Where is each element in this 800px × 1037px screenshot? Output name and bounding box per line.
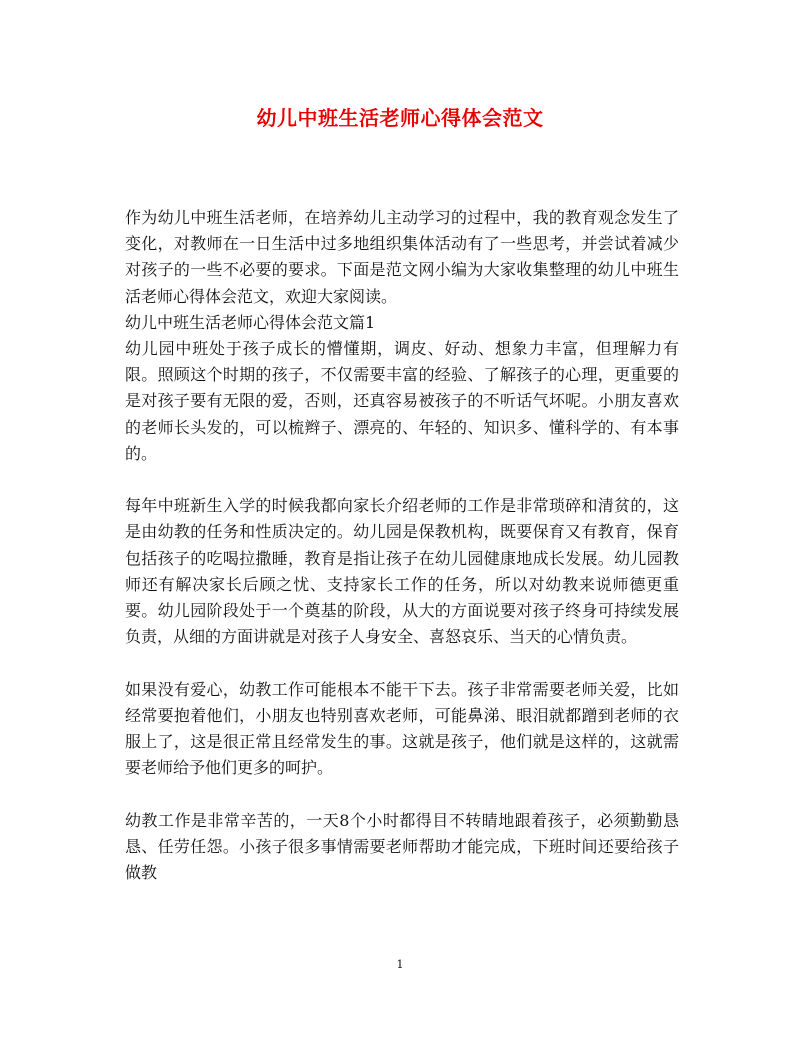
document-body (125, 205, 679, 886)
body-paragraph: 每年中班新生入学的时候我都向家长介绍老师的工作是非常琐碎和清贫的，这是由幼教的任务和性质决定的。幼儿园是保教机构，既要保育又有教育，保育包括孩子的吃喝拉撒睡，教育是指让孩子在幼儿园健康地成长发展。幼儿园教师还有解决家长后顾之忧、支持家长工作的任务，所以对幼教来说师德更重要。幼儿园阶段处于一个奠基的阶段，从大的方面说要对孩子终身可持续发展负责，从细的方面讲就是对孩子人身安全、喜怒哀乐、当天的心情负责。 (125, 496, 679, 647)
body-paragraph: 幼儿园中班处于孩子成长的懵懂期，调皮、好动、想象力丰富，但理解力有限。照顾这个时期的孩子，不仅需要丰富的经验、了解孩子的心理，更重要的是对孩子要有无限的爱，否则，还真容易被孩子的不听话气坏呢。小朋友喜欢的老师长头发的，可以梳辫子、漂亮的、年轻的、知识多、懂科学的、有本事的。 (125, 339, 679, 463)
body-paragraph: 幼教工作是非常辛苦的，一天8个小时都得目不转睛地跟着孩子，必须勤勤恳恳、任劳任怨。小孩子很多事情需要老师帮助才能完成，下班时间还要给孩子做教 (125, 810, 679, 883)
section-heading: 幼儿中班生活老师心得体会范文篇1 (125, 312, 376, 332)
intro-paragraph: 作为幼儿中班生活老师，在培养幼儿主动学习的过程中，我的教育观念发生了变化，对教师在一日生活中过多地组织集体活动有了一些思考，并尝试着减少对孩子的一些不必要的要求。下面是范文网小编为大家收集整理的幼儿中班生活老师心得体会范文，欢迎大家阅读。 (125, 208, 679, 306)
document-title: 幼儿中班生活老师心得体会范文 (256, 106, 544, 130)
page-number: 1 (396, 958, 404, 971)
body-paragraph: 如果没有爱心，幼教工作可能根本不能干下去。孩子非常需要老师关爱，比如经常要抱着他们，小朋友也特别喜欢老师，可能鼻涕、眼泪就都蹭到老师的衣服上了，这是很正常且经常发生的事。这就是孩子，他们就是这样的，这就需要老师给予他们更多的呵护。 (125, 679, 679, 778)
